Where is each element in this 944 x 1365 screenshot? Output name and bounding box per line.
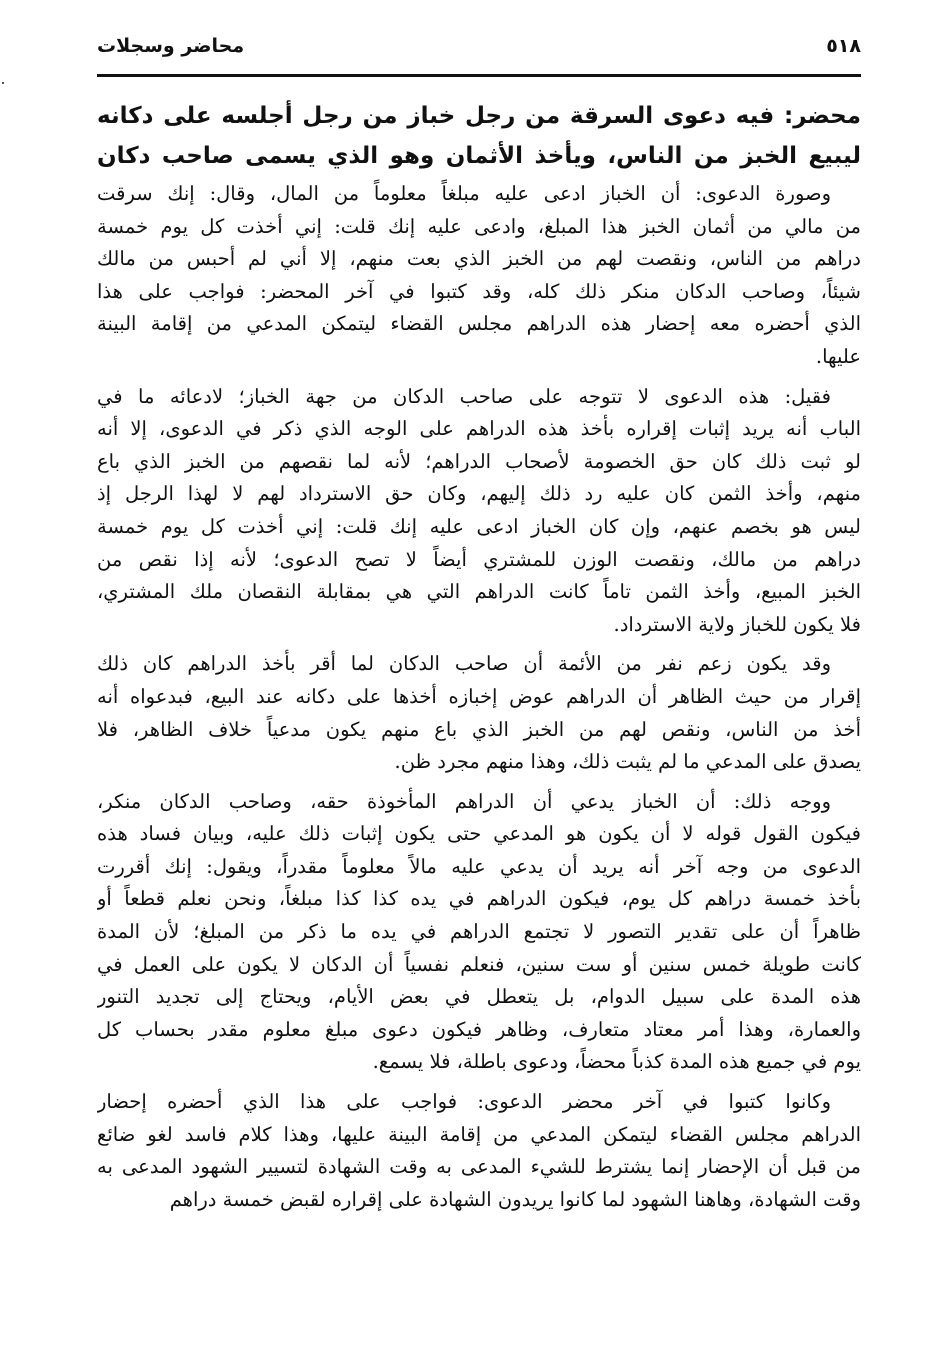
page-number: ٥١٨ (826, 35, 861, 57)
text-line: الدعوى من وجه آخر أنه يريد أن يدعي عليه مالاً معلوماً مقدراً، ويقول: إنك أقررت (97, 854, 861, 878)
paragraph (97, 381, 861, 642)
paragraph (97, 648, 861, 778)
text-line: وكانوا كتبوا في آخر محضر الدعوى: فواجب على هذا الذي أحضره إحضار (97, 1090, 831, 1114)
text-line: بأخذ خمسة دراهم كل يوم، فيكون الدراهم في يده كذا كذا مبلغاً، ونحن نعلم قطعاً أو (97, 887, 861, 911)
text-line: دراهم من الناس، ونقصت لهم من الخبز الذي بعت منهم، إلا أني لم أحبس من مالك (97, 247, 861, 271)
text-line: وقد يكون زعم نفر من الأئمة أن صاحب الدكان لما أقر بأخذ الدراهم كان ذلك (97, 652, 831, 676)
text-line: الذي أحضره معه إحضار هذه الدراهم مجلس القضاء ليتمكن المدعي من إقامة البينة (97, 312, 861, 336)
text-line: فقيل: هذه الدعوى لا تتوجه على صاحب الدكان من جهة الخباز؛ لادعائه ما في (97, 384, 831, 408)
paragraph (97, 178, 861, 374)
paragraph (97, 786, 861, 1079)
scan-speck (2, 82, 4, 84)
page-header (97, 28, 861, 64)
text-line: يصدق على المدعي ما لم يثبت ذلك، وهذا منهم مجرد ظن. (394, 750, 861, 774)
text-line: عليها. (815, 344, 861, 368)
text-line: يوم في جميع هذه المدة كذباً محضاً، ودعوى باطلة، فلا يسمع. (372, 1050, 861, 1074)
text-line: والعمارة، وهذا أمر معتاد متعارف، وظاهر فيكون دعوى مبلغ معلوم مقدر بحساب كل (97, 1017, 861, 1041)
text-line: كانت طويلة خمس سنين أو ست سنين، فنعلم نفسياً أن الدكان لا يكون على العمل في (97, 952, 861, 976)
paragraph (97, 1086, 861, 1216)
text-line: ليس هو بخصم عنهم، وإن كان الخباز ادعى عليه إنك قلت: إني أخذت كل يوم خمسة (97, 514, 861, 538)
text-line: الدراهم مجلس القضاء ليتمكن المدعي من إقامة البينة عليها، وهذا كلام فاسد لغو ضائع (97, 1122, 861, 1146)
text-line: إقرار من حيث الظاهر أن الدراهم عوض إخبازه أخذها على دكانه عند البيع، فبدعواه أنه (97, 684, 861, 708)
text-line: شيئاً، وصاحب الدكان منكر ذلك كله، وقد كتبوا في آخر المحضر: فواجب على هذا (97, 279, 861, 303)
text-line: ووجه ذلك: أن الخباز يدعي أن الدراهم المأخوذة حقه، وصاحب الدكان منكر، (97, 789, 831, 813)
body-text (97, 178, 861, 1223)
text-line: وقت الشهادة، وهاهنا الشهود لما كانوا يريدون الشهادة على إقراره لقبض خمسة دراهم (169, 1187, 861, 1211)
text-line: أخذ من الناس، ونقص لهم من الخبز الذي باع منهم يكون مدعياً خلاف الظاهر، فلا (97, 717, 861, 741)
text-line: الباب أنه يريد إثبات إقراره بأخذ هذه الدراهم على الوجه الذي ذكر في الدعوى، إلا أنه (97, 417, 861, 441)
text-line: وصورة الدعوى: أن الخباز ادعى عليه مبلغاً معلوماً من المال، وقال: إنك سرقت (97, 182, 831, 205)
title-line: محضر: فيه دعوى السرقة من رجل خباز من رجل أجلسه على دكانه (97, 103, 861, 129)
text-line: منهم، وأخذ الثمن كان عليه رد ذلك إليهم، وكان حق الاسترداد لهم لا لهذا الرجل إذ (97, 482, 861, 506)
text-line: من قبل أن الإحضار إنما يشترط للشيء المدعى به وقت الشهادة لتسيير الشهود المدعى به (97, 1155, 861, 1179)
section-title (97, 96, 861, 176)
title-line: ليبيع الخبز من الناس، ويأخذ الأثمان وهو الذي يسمى صاحب دكان (97, 143, 861, 169)
text-line: فلا يكون للخباز ولاية الاسترداد. (613, 612, 861, 636)
text-line: لو ثبت ذلك كان حق الخصومة لأصحاب الدراهم؛ لأنه لما نقصهم من الخبز الذي باع (97, 449, 861, 473)
running-title: محاضر وسجلات (97, 35, 245, 57)
text-line: ظاهراً أن على تقدير التصور لا تجتمع الدراهم في يده ما ذكر من المبلغ؛ لأن المدة (97, 920, 861, 944)
text-line: من مالي من أثمان الخبز هذا المبلغ، وادعى عليه إنك قلت: إني أخذت كل يوم خمسة (97, 214, 861, 238)
text-line: هذه المدة على سبيل الدوام، بل يتعطل في بعض الأيام، ويحتاج إلى تجديد التنور (97, 985, 861, 1009)
text-line: الخبز المبيع، وأخذ الثمن تاماً كانت الدراهم التي هي بمقابلة النقصان ملك المشتري، (97, 580, 861, 604)
text-line: دراهم من مالك، ونقصت الوزن للمشتري أيضاً لا تصح الدعوى؛ لأنه إذا نقص من (97, 547, 861, 571)
header-rule (97, 74, 861, 77)
text-line: فيكون القول قوله لا أن يكون هو المدعي حتى يكون إثبات ذلك عليه، وبيان فساد هذه (97, 822, 861, 846)
